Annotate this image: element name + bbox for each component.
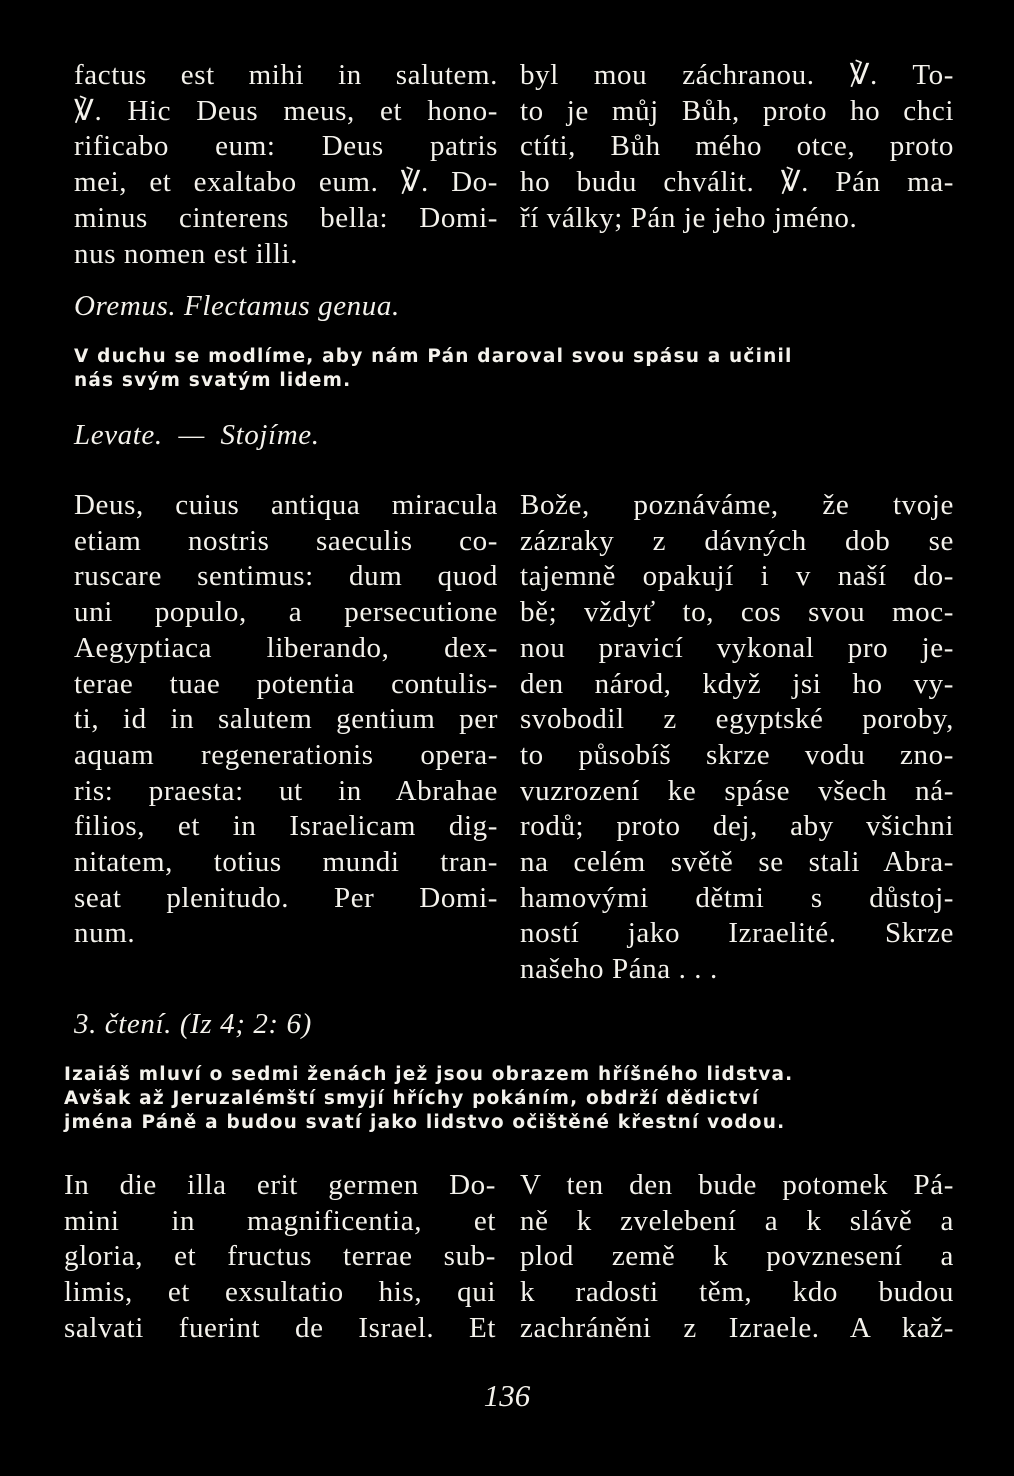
text-line: ℣. Hic Deus meus, et hono- xyxy=(74,94,498,127)
text-line: svobodil z egyptské poroby, xyxy=(520,703,954,736)
text-line: hamovými dětmi s důstoj- xyxy=(520,881,954,914)
rubric-line: Izaiáš mluví o sedmi ženách jež jsou obrazem hříšného lidstva. xyxy=(64,1064,794,1085)
text-line: byl mou záchranou. ℣. To- xyxy=(520,59,954,91)
oremus-heading: Oremus. Flectamus genua. xyxy=(74,290,400,322)
text-line: ruscare sentimus: dum quod xyxy=(74,560,498,593)
text-line: zázraky z dávných dob se xyxy=(520,524,954,557)
text-line: mei, et exaltabo eum. ℣. Do- xyxy=(74,166,498,199)
text-line: tajemně opakují i v naší do- xyxy=(520,560,954,593)
rubric-line: jména Páně a budou svatí jako lidstvo očištěné křestní vodou. xyxy=(64,1112,786,1133)
text-line: ti, id in salutem gentium per xyxy=(74,703,498,736)
text-line: aquam regenerationis opera- xyxy=(74,738,498,771)
text-line: limis, et exsultatio his, qui xyxy=(64,1276,496,1309)
text-line: ně k zvelebení a k slávě a xyxy=(520,1204,954,1237)
text-line: terae tuae potentia contulis- xyxy=(74,667,498,700)
text-line: ho budu chválit. ℣. Pán ma- xyxy=(520,166,954,199)
reading-heading: 3. čtení. (Iz 4; 2: 6) xyxy=(74,1008,312,1040)
text-line: gloria, et fructus terrae sub- xyxy=(64,1240,496,1273)
text-line: k radosti těm, kdo budou xyxy=(520,1276,954,1309)
rubric-line: nás svým svatým lidem. xyxy=(74,370,352,391)
text-line: uni populo, a persecutione xyxy=(74,596,498,629)
text-line: nou pravicí vykonal pro je- xyxy=(520,631,954,664)
text-line: filios, et in Israelicam dig- xyxy=(74,810,498,843)
text-line: ctíti, Bůh mého otce, proto xyxy=(520,130,954,163)
text-line: seat plenitudo. Per Domi- xyxy=(74,881,498,914)
rubric-reading-summary xyxy=(64,1063,793,1135)
text-line: V ten den bude potomek Pá- xyxy=(520,1169,954,1201)
levate-heading: Levate. — Stojíme. xyxy=(74,419,320,451)
text-line: nitatem, totius mundi tran- xyxy=(74,846,498,879)
text-line: mini in magnificentia, et xyxy=(64,1204,496,1237)
text-line: num. xyxy=(74,917,136,950)
text-line: na celém světě se stali Abra- xyxy=(520,846,954,879)
text-line: factus est mihi in salutem. xyxy=(74,59,498,91)
latin-verse-block xyxy=(74,58,498,272)
text-line: ris: praesta: ut in Abrahae xyxy=(74,774,498,807)
page-number: 136 xyxy=(483,1378,531,1413)
text-line: Deus, cuius antiqua miracula xyxy=(74,489,498,521)
text-line: minus cinterens bella: Domi- xyxy=(74,201,498,234)
text-line: rodů; proto dej, aby všichni xyxy=(520,810,954,843)
text-line: In die illa erit germen Do- xyxy=(64,1169,496,1201)
text-line: to je můj Bůh, proto ho chci xyxy=(520,94,954,127)
rubric-line: V duchu se modlíme, aby nám Pán daroval svou spásu a učinil xyxy=(74,346,793,367)
text-line: Bože, poznáváme, že tvoje xyxy=(520,489,954,521)
text-line: to působíš skrze vodu zno- xyxy=(520,738,954,771)
text-line: rificabo eum: Deus patris xyxy=(74,130,498,163)
text-line: nus nomen est illi. xyxy=(74,237,299,270)
text-line: zachráněni z Izraele. A kaž- xyxy=(520,1311,954,1344)
czech-verse-block xyxy=(520,58,954,237)
text-line: den národ, když jsi ho vy- xyxy=(520,667,954,700)
text-line: bě; vždyť to, cos svou moc- xyxy=(520,596,954,629)
text-line: Aegyptiaca liberando, dex- xyxy=(74,631,498,664)
text-line: našeho Pána . . . xyxy=(520,953,718,986)
latin-prayer xyxy=(74,488,498,952)
text-line: etiam nostris saeculis co- xyxy=(74,524,498,557)
czech-prayer xyxy=(520,488,954,988)
latin-reading xyxy=(64,1168,496,1347)
text-line: ností jako Izraelité. Skrze xyxy=(520,917,954,950)
czech-reading xyxy=(520,1168,954,1347)
text-line: ří války; Pán je jeho jméno. xyxy=(520,201,858,234)
rubric-prayer-intro xyxy=(74,345,793,393)
text-line: salvati fuerint de Israel. Et xyxy=(64,1311,496,1344)
rubric-line: Avšak až Jeruzalémští smyjí hříchy pokáním, obdrží dědictví xyxy=(64,1088,760,1109)
text-line: plod země k povznesení a xyxy=(520,1240,954,1273)
text-line: vuzrození ke spáse všech ná- xyxy=(520,774,954,807)
